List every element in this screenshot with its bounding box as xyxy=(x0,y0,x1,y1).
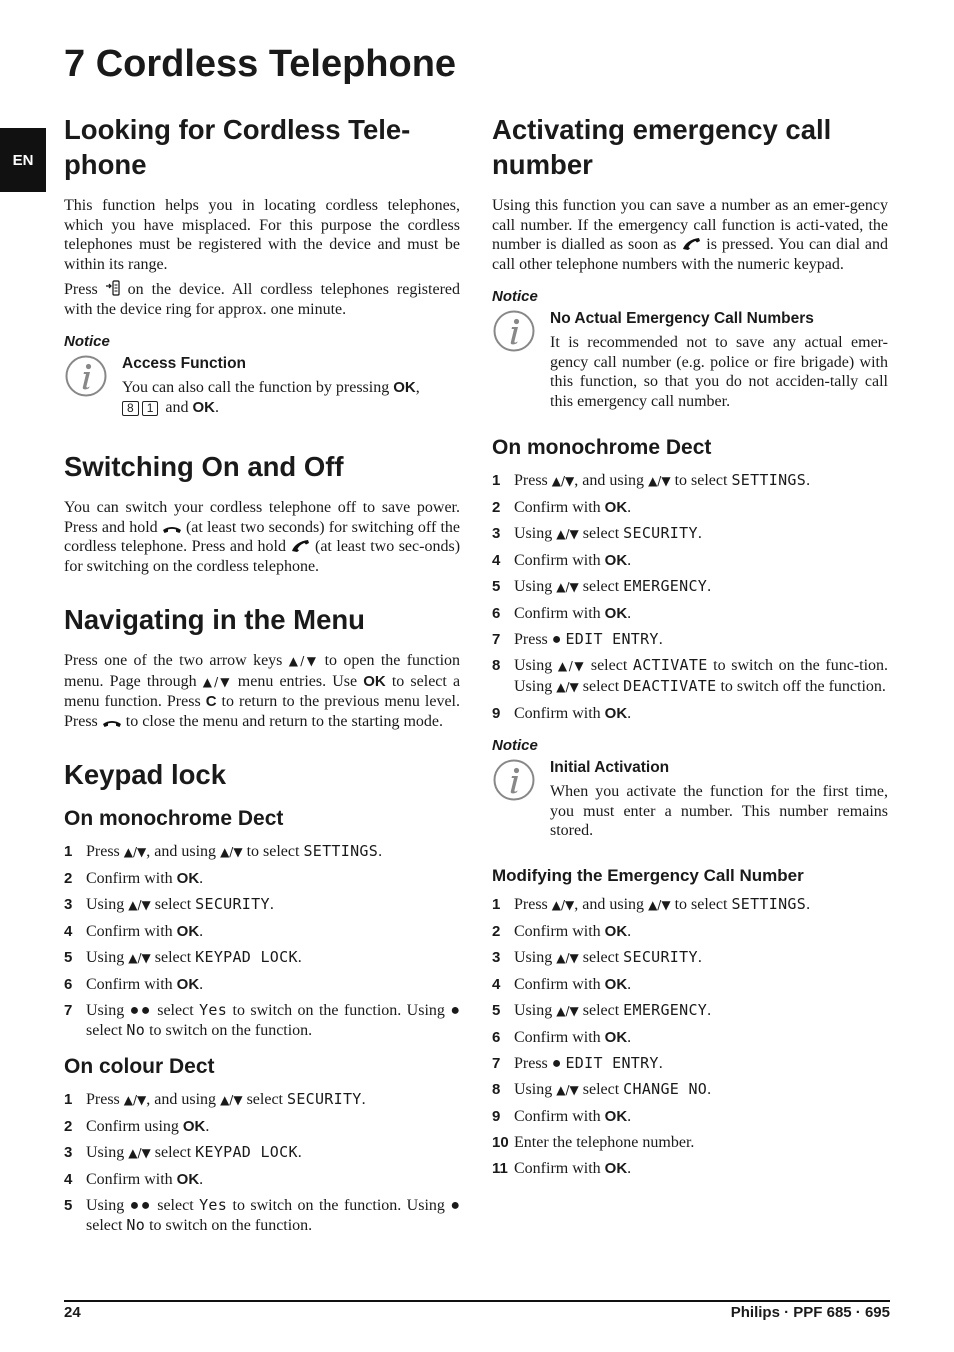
up-down-arrow-icon: ▲/▼ xyxy=(556,580,579,594)
notice-access-function xyxy=(64,354,460,423)
step-item: 7 Press ● EDIT ENTRY. xyxy=(492,1053,663,1072)
step-number: 1 xyxy=(64,1091,73,1108)
step-number: 3 xyxy=(492,948,501,966)
up-down-arrow-icon: ▲/▼ xyxy=(551,897,575,912)
call-icon xyxy=(681,237,701,251)
step-item: 2 Confirm with OK. xyxy=(64,870,204,887)
info-icon xyxy=(492,309,536,353)
step-number: 6 xyxy=(492,1028,501,1046)
step-item: 2 Confirm with OK. xyxy=(492,922,632,940)
subsection-title-colour: On colour Dect xyxy=(64,1055,215,1078)
info-icon xyxy=(64,354,108,398)
up-down-arrow-icon: ▲/▼ xyxy=(648,474,671,488)
step-item: 5 Using ●● select Yes to switch on the function. Using ● select No to switch on the function. xyxy=(64,1196,460,1234)
step-item: 2 Confirm using OK. xyxy=(64,1118,210,1135)
step-number: 6 xyxy=(64,976,73,993)
up-down-arrow-icon: ▲/▼ xyxy=(288,654,319,668)
step-number: 1 xyxy=(64,843,73,860)
step-item: 3 Using ▲/▼ select KEYPAD LOCK. xyxy=(64,1143,302,1161)
step-item: 1 Press ▲/▼, and using ▲/▼ to select SETTINGS. xyxy=(492,894,811,913)
step-item: 8 Using ▲/▼ select CHANGE NO. xyxy=(492,1079,712,1098)
up-down-arrow-icon: ▲/▼ xyxy=(128,898,151,912)
up-down-arrow-icon: ▲/▼ xyxy=(123,1093,147,1107)
up-down-arrow-icon: ▲/▼ xyxy=(202,674,232,689)
step-number: 3 xyxy=(64,896,73,913)
keypad-mono-steps xyxy=(64,842,460,1040)
notice-label: Notice xyxy=(64,333,110,350)
step-number: 2 xyxy=(64,1118,73,1135)
modify-steps xyxy=(492,895,888,1179)
step-number: 5 xyxy=(64,949,73,966)
step-item: 7 Using ●● select Yes to switch on the function. Using ● select No to switch on the function. xyxy=(64,1001,460,1039)
language-tab: EN xyxy=(0,128,46,192)
notice-initial-activation xyxy=(492,758,888,847)
step-number: 3 xyxy=(492,525,501,542)
step-number: 10 xyxy=(492,1133,509,1151)
up-down-arrow-icon: ▲/▼ xyxy=(128,951,151,965)
step-number: 8 xyxy=(492,1080,501,1098)
end-call-icon xyxy=(102,718,122,728)
up-down-arrow-icon: ▲/▼ xyxy=(648,897,671,912)
section-title-switching: Switching On and Off xyxy=(64,451,344,482)
step-number: 1 xyxy=(492,472,501,489)
step-item: 6 Confirm with OK. xyxy=(492,1028,632,1046)
step-number: 7 xyxy=(64,1002,73,1019)
step-item: 1 Press ▲/▼, and using ▲/▼ to select SETTINGS. xyxy=(64,842,383,860)
step-item: 6 Confirm with OK. xyxy=(492,605,632,622)
up-down-arrow-icon: ▲/▼ xyxy=(556,527,579,541)
footer-brand: Philips · PPF 685 · 695 xyxy=(730,1304,890,1321)
step-number: 6 xyxy=(492,605,501,622)
up-down-arrow-icon: ▲/▼ xyxy=(220,845,243,859)
step-number: 5 xyxy=(492,578,501,595)
step-item: 4 Confirm with OK. xyxy=(492,975,632,993)
step-number: 9 xyxy=(492,704,501,722)
step-item: 3 Using ▲/▼ select SECURITY. xyxy=(64,895,274,913)
step-item: 2 Confirm with OK. xyxy=(492,499,632,516)
up-down-arrow-icon: ▲/▼ xyxy=(220,1093,243,1107)
step-number: 4 xyxy=(64,923,73,940)
step-number: 4 xyxy=(64,1171,73,1188)
notice-text: You can also call the function by pressing OK, 8 1 and OK. xyxy=(122,379,420,416)
step-number: 4 xyxy=(492,552,501,569)
up-down-arrow-icon: ▲/▼ xyxy=(557,659,586,673)
handset-search-icon xyxy=(106,280,120,296)
up-down-arrow-icon: ▲/▼ xyxy=(556,679,579,694)
chapter-title: 7 Cordless Telephone xyxy=(64,43,457,85)
emergency-steps xyxy=(492,471,888,723)
up-down-arrow-icon: ▲/▼ xyxy=(128,1146,151,1160)
step-item: 11 Confirm with OK. xyxy=(492,1159,632,1177)
key-8: 8 xyxy=(122,401,139,416)
step-item: 8 Using ▲/▼ select ACTIVATE to switch on the func-tion. Using ▲/▼ select DEACTIVATE to switch off the function. xyxy=(492,656,889,695)
section-title-keypad: Keypad lock xyxy=(64,759,227,790)
step-item: 1 Press ▲/▼, and using ▲/▼ select SECURITY. xyxy=(64,1090,366,1108)
step-item: 10 Enter the telephone number. xyxy=(492,1133,695,1151)
notice-title: No Actual Emergency Call Numbers xyxy=(550,310,814,327)
navigating-paragraph: Press one of the two arrow keys ▲/▼ to open the function menu. Page through ▲/▼ menu entries. Use OK to select a menu function. Press C to return to the previous menu level. Press to close the menu and return to the starting mode. xyxy=(64,652,461,730)
step-number: 1 xyxy=(492,895,501,913)
step-number: 3 xyxy=(64,1144,73,1161)
step-item: 6 Confirm with OK. xyxy=(64,976,204,993)
step-item: 4 Confirm with OK. xyxy=(64,1171,204,1188)
step-item: 5 Using ▲/▼ select EMERGENCY. xyxy=(492,1000,712,1019)
step-item: 1 Press ▲/▼, and using ▲/▼ to select SETTINGS. xyxy=(492,471,811,489)
call-icon xyxy=(290,539,310,553)
looking-paragraph-2: Press on the device. All cordless telephones registered with the device ring for approx. one minute. xyxy=(64,281,461,318)
switching-paragraph: You can switch your cordless telephone off to save power. Press and hold (at least two seconds) for switching off the cordless telephone. Press and hold (at least two sec-onds) for switching on the cordless telephone. xyxy=(64,499,461,575)
notice-title: Initial Activation xyxy=(550,759,670,776)
step-number: 2 xyxy=(492,922,501,940)
step-item: 4 Confirm with OK. xyxy=(492,552,632,569)
keypad-colour-steps xyxy=(64,1090,460,1235)
step-item: 9 Confirm with OK. xyxy=(492,704,632,722)
section-title-navigating: Navigating in the Menu xyxy=(64,604,365,635)
left-column xyxy=(64,112,460,1245)
step-number: 7 xyxy=(492,631,501,648)
step-item: 3 Using ▲/▼ select SECURITY. xyxy=(492,524,702,542)
notice-no-actual-emergency xyxy=(492,309,888,417)
emergency-paragraph: Using this function you can save a number as an emer-gency call number. If the emergency call function is acti-vated, the number is dialled as soon as is pressed. You can dial and call other telephone numbers with the numeric keypad. xyxy=(492,197,889,273)
step-number: 8 xyxy=(492,657,501,674)
step-number: 7 xyxy=(492,1054,501,1072)
section-title-emergency: Activating emergency call number xyxy=(492,114,832,180)
step-item: 5 Using ▲/▼ select KEYPAD LOCK. xyxy=(64,948,302,966)
up-down-arrow-icon: ▲/▼ xyxy=(551,474,575,488)
footer-rule xyxy=(64,1300,890,1302)
step-number: 5 xyxy=(492,1001,501,1019)
step-item: 7 Press ● EDIT ENTRY. xyxy=(492,630,663,648)
subsection-title-mono: On monochrome Dect xyxy=(492,436,712,459)
subsection-title-mono: On monochrome Dect xyxy=(64,807,284,830)
step-number: 5 xyxy=(64,1197,73,1214)
section-title-looking: Looking for Cordless Tele-phone xyxy=(64,114,411,180)
up-down-arrow-icon: ▲/▼ xyxy=(556,950,579,965)
step-item: 9 Confirm with OK. xyxy=(492,1107,632,1125)
step-number: 9 xyxy=(492,1107,501,1125)
notice-title: Access Function xyxy=(122,355,247,372)
notice-label: Notice xyxy=(492,288,538,305)
step-item: 4 Confirm with OK. xyxy=(64,923,204,940)
end-call-icon xyxy=(162,524,182,534)
up-down-arrow-icon: ▲/▼ xyxy=(556,1003,579,1018)
info-icon xyxy=(492,758,536,802)
up-down-arrow-icon: ▲/▼ xyxy=(556,1082,579,1097)
looking-paragraph-1: This function helps you in locating cordless telephones, which you have misplaced. For this purpose the cordless telephones must be registered with the device and must be within its range. xyxy=(64,197,460,273)
right-column xyxy=(492,112,888,1188)
up-down-arrow-icon: ▲/▼ xyxy=(123,845,147,859)
notice-text: It is recommended not to save any actual emer-gency call number (e.g. police or fire brigade) with this function, so that you do not acciden-tally call this emergency call number. xyxy=(550,334,888,410)
step-number: 4 xyxy=(492,975,501,993)
step-number: 11 xyxy=(492,1159,508,1177)
page-number: 24 xyxy=(64,1304,81,1321)
notice-text: When you activate the function for the first time, you must enter a number. This number remains stored. xyxy=(550,783,888,839)
step-item: 3 Using ▲/▼ select SECURITY. xyxy=(492,947,702,966)
step-item: 5 Using ▲/▼ select EMERGENCY. xyxy=(492,577,712,595)
step-number: 2 xyxy=(492,499,501,516)
subsection-title-modify: Modifying the Emergency Call Number xyxy=(492,865,804,885)
notice-label: Notice xyxy=(492,737,538,754)
key-1: 1 xyxy=(142,401,159,416)
step-number: 2 xyxy=(64,870,73,887)
